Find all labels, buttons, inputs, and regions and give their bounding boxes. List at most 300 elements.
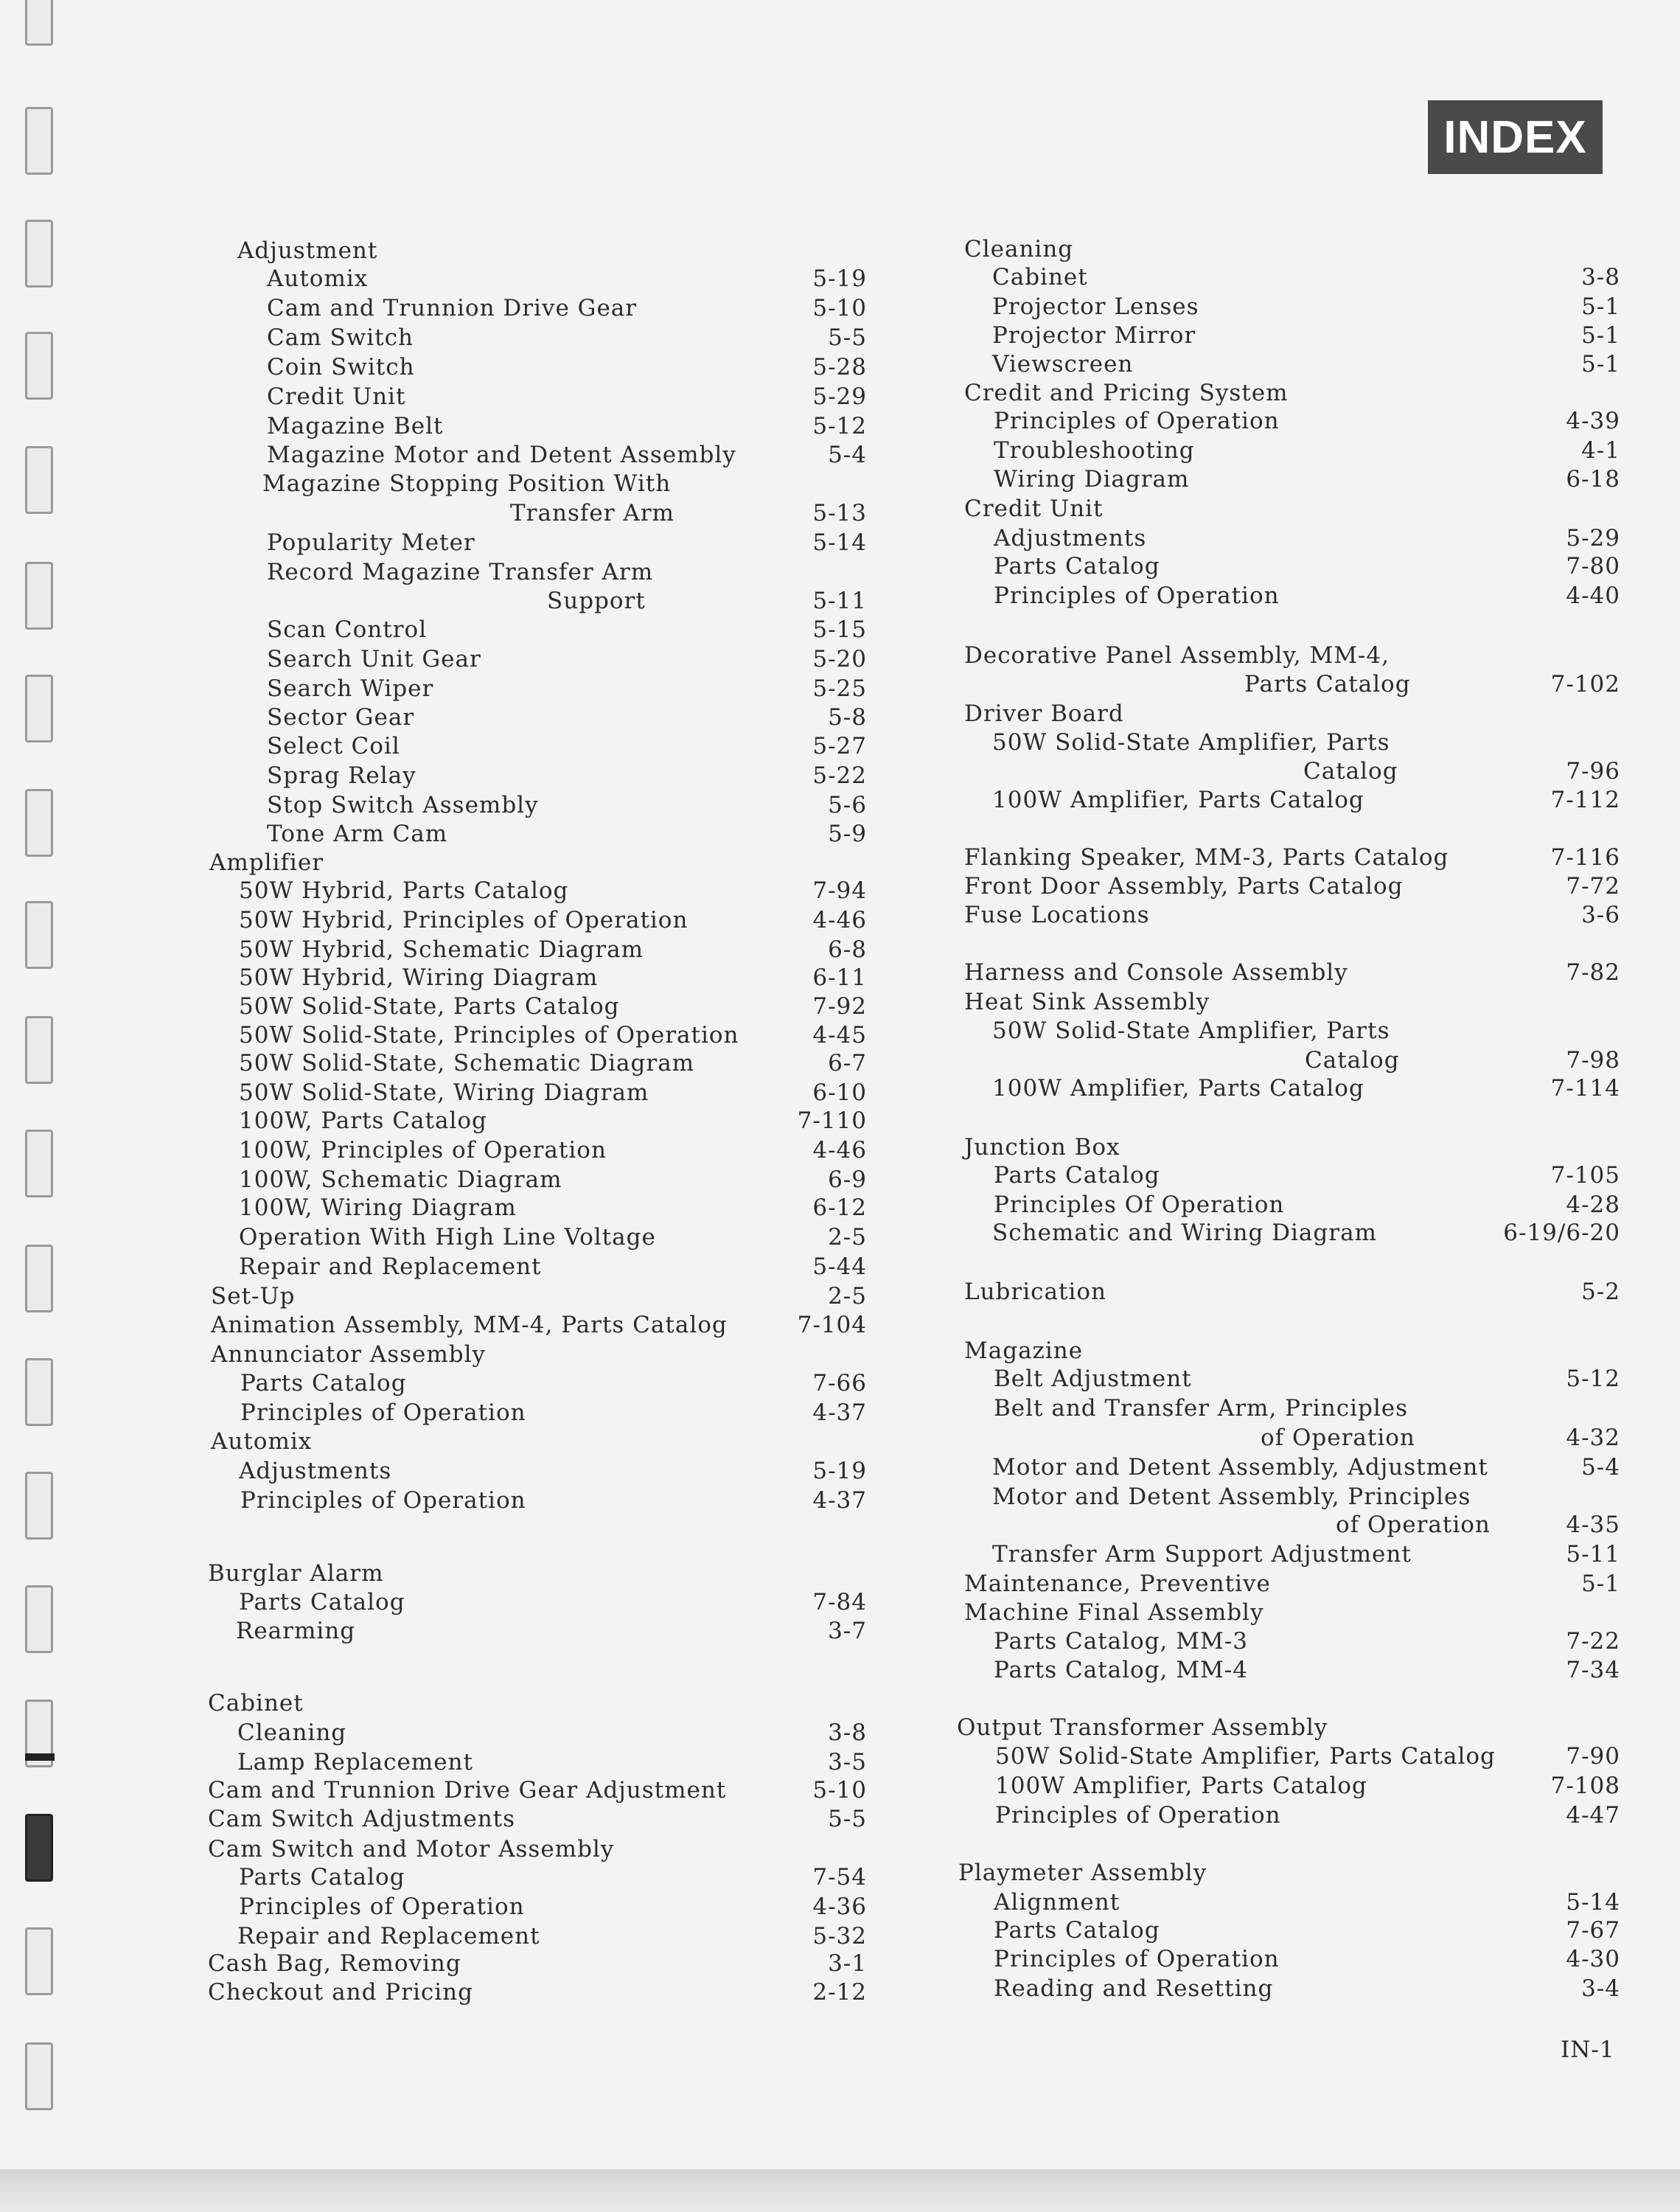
index-entry bbox=[208, 1718, 871, 1747]
index-entry-page: 7-104 bbox=[797, 1312, 867, 1338]
index-entry-page: 6-10 bbox=[812, 1079, 867, 1106]
index-entry-term: Credit and Pricing System bbox=[964, 380, 1289, 406]
index-entry-page: 6-12 bbox=[812, 1194, 867, 1221]
index-entry-term: Parts Catalog bbox=[994, 553, 1160, 580]
index-entry-term: Operation With High Line Voltage bbox=[239, 1224, 656, 1251]
index-entry-term: Parts Catalog bbox=[1244, 671, 1411, 698]
index-entry-term: Cleaning bbox=[964, 236, 1074, 262]
index-entry-term: Harness and Console Assembly bbox=[964, 959, 1348, 986]
index-entry-term: Transfer Arm Support Adjustment bbox=[992, 1541, 1412, 1568]
index-entry-page: 5-11 bbox=[812, 588, 867, 614]
index-entry bbox=[208, 1834, 871, 1864]
index-entry-page: 7-80 bbox=[1566, 553, 1620, 580]
index-entry-page: 4-1 bbox=[1581, 437, 1620, 464]
index-entry bbox=[957, 552, 1620, 581]
index-entry-term: Fuse Locations bbox=[964, 902, 1150, 928]
index-entry-term: Front Door Assembly, Parts Catalog bbox=[964, 873, 1404, 900]
index-entry-term: 100W Amplifier, Parts Catalog bbox=[992, 787, 1364, 813]
index-entry-page: 3-8 bbox=[1581, 264, 1620, 291]
index-entry bbox=[208, 1863, 871, 1892]
index-entry-page: 5-9 bbox=[828, 821, 867, 847]
index-entry bbox=[208, 440, 871, 470]
index-entry bbox=[957, 1510, 1620, 1540]
index-entry-page: 7-66 bbox=[812, 1370, 867, 1397]
index-entry-term: Popularity Meter bbox=[267, 529, 475, 556]
index-entry-page: 5-19 bbox=[812, 265, 867, 292]
index-entry-page: 7-34 bbox=[1566, 1657, 1620, 1683]
index-entry bbox=[208, 1106, 871, 1135]
index-entry bbox=[208, 382, 871, 411]
index-entry-page: 7-102 bbox=[1550, 671, 1620, 698]
index-entry-term: of Operation bbox=[1261, 1425, 1415, 1451]
index-entry bbox=[208, 1135, 871, 1165]
index-entry-page: 6-9 bbox=[828, 1166, 867, 1193]
index-entry bbox=[957, 465, 1620, 494]
index-entry-term: Flanking Speaker, MM-3, Parts Catalog bbox=[964, 844, 1449, 871]
index-entry-term: Principles of Operation bbox=[239, 1893, 525, 1920]
index-entry bbox=[957, 669, 1620, 699]
index-entry-page: 5-27 bbox=[812, 733, 867, 759]
index-entry-page: 4-46 bbox=[812, 1137, 867, 1164]
index-entry-term: Repair and Replacement bbox=[239, 1253, 542, 1280]
index-entry-page: 5-1 bbox=[1581, 351, 1620, 378]
index-entry bbox=[957, 436, 1620, 465]
index-entry bbox=[957, 1713, 1620, 1742]
index-entry bbox=[208, 761, 871, 790]
index-entry-page: 5-1 bbox=[1581, 293, 1620, 320]
index-entry bbox=[208, 731, 871, 761]
index-entry-page: 4-35 bbox=[1566, 1512, 1620, 1538]
index-entry-term: Automix bbox=[211, 1428, 313, 1455]
index-entry-term: Scan Control bbox=[267, 616, 428, 643]
index-entry bbox=[957, 987, 1620, 1017]
index-entry bbox=[208, 992, 871, 1021]
index-entry-term: Cam Switch Adjustments bbox=[208, 1806, 516, 1832]
index-entry-page: 4-46 bbox=[812, 907, 867, 933]
index-entry-page: 5-25 bbox=[812, 675, 867, 702]
index-entry-page: 7-67 bbox=[1566, 1917, 1620, 1944]
index-entry-term: Rearming bbox=[236, 1618, 356, 1644]
index-entry-page: 3-6 bbox=[1581, 902, 1620, 928]
index-entry-page: 5-32 bbox=[812, 1923, 867, 1950]
index-entry-page: 5-4 bbox=[828, 442, 867, 468]
index-entry-page: 4-47 bbox=[1566, 1802, 1620, 1829]
index-entry-page: 3-1 bbox=[828, 1950, 867, 1977]
index-entry bbox=[957, 406, 1620, 436]
index-entry bbox=[208, 352, 871, 382]
index-entry-term: Cam and Trunnion Drive Gear Adjustment bbox=[208, 1777, 727, 1804]
index-entry-page: 5-5 bbox=[828, 324, 867, 351]
index-entry-page: 5-2 bbox=[1581, 1279, 1620, 1305]
binder-mark bbox=[25, 1753, 55, 1761]
index-entry-term: 50W Solid-State Amplifier, Parts bbox=[992, 729, 1390, 756]
index-entry-term: 50W Hybrid, Principles of Operation bbox=[239, 907, 689, 933]
binder-hole bbox=[25, 562, 53, 630]
index-entry-term: Parts Catalog bbox=[239, 1864, 405, 1891]
index-entry-page: 6-8 bbox=[828, 936, 867, 963]
index-entry-term: Record Magazine Transfer Arm bbox=[267, 559, 654, 585]
index-entry-term: Annunciator Assembly bbox=[211, 1341, 487, 1368]
index-entry-page: 2-5 bbox=[828, 1283, 867, 1310]
index-entry bbox=[208, 674, 871, 703]
index-entry-page: 7-92 bbox=[812, 993, 867, 1020]
index-entry bbox=[957, 1336, 1620, 1366]
index-entry bbox=[208, 557, 871, 587]
binder-hole bbox=[25, 1245, 53, 1312]
index-entry bbox=[957, 1888, 1620, 1917]
index-entry-page: 5-8 bbox=[828, 704, 867, 731]
index-entry bbox=[957, 699, 1620, 728]
index-entry bbox=[957, 581, 1620, 611]
binder-hole bbox=[25, 446, 53, 514]
index-entry-term: Catalog bbox=[1303, 758, 1398, 785]
index-entry-page: 6-18 bbox=[1566, 466, 1620, 493]
index-entry bbox=[208, 323, 871, 352]
index-entry-page: 4-32 bbox=[1566, 1425, 1620, 1451]
index-entry-page: 7-90 bbox=[1566, 1743, 1620, 1770]
index-entry-term: Amplifier bbox=[209, 849, 324, 876]
index-entry-term: Cleaning bbox=[237, 1719, 347, 1746]
index-entry bbox=[957, 1046, 1620, 1075]
binder-hole bbox=[25, 2042, 53, 2110]
index-entry-page: 5-29 bbox=[812, 383, 867, 410]
index-entry bbox=[957, 1944, 1620, 1974]
index-entry-term: Support bbox=[547, 588, 646, 614]
index-entry-term: 50W Hybrid, Schematic Diagram bbox=[239, 936, 644, 963]
index-entry bbox=[208, 1020, 871, 1050]
index-entry bbox=[957, 1771, 1620, 1801]
index-entry-term: 50W Solid-State, Schematic Diagram bbox=[239, 1050, 695, 1077]
index-entry bbox=[957, 1655, 1620, 1685]
index-entry bbox=[208, 1310, 871, 1340]
index-entry-term: of Operation bbox=[1336, 1512, 1491, 1538]
index-entry-page: 5-14 bbox=[812, 529, 867, 556]
binder-hole bbox=[25, 107, 53, 175]
index-entry bbox=[208, 1368, 871, 1398]
index-entry-term: Burglar Alarm bbox=[208, 1560, 384, 1587]
index-entry-term: Search Wiper bbox=[267, 675, 434, 702]
index-entry bbox=[957, 349, 1620, 379]
index-entry-term: Playmeter Assembly bbox=[958, 1860, 1207, 1886]
index-entry bbox=[208, 790, 871, 820]
index-entry-term: Parts Catalog bbox=[240, 1370, 407, 1397]
index-entry-term: Sector Gear bbox=[267, 704, 415, 731]
index-entry bbox=[208, 528, 871, 557]
index-entry-term: Checkout and Pricing bbox=[208, 1979, 473, 2006]
index-entry bbox=[957, 1482, 1620, 1512]
index-entry-page: 7-108 bbox=[1550, 1773, 1620, 1799]
index-entry-page: 4-45 bbox=[812, 1022, 867, 1048]
index-entry-page: 5-12 bbox=[1566, 1366, 1620, 1392]
index-entry-term: Coin Switch bbox=[267, 354, 415, 380]
index-entry-page: 5-10 bbox=[812, 1777, 867, 1804]
index-entry-page: 3-5 bbox=[828, 1749, 867, 1775]
index-entry-page: 4-39 bbox=[1566, 408, 1620, 434]
index-entry bbox=[957, 1161, 1620, 1190]
index-entry-page: 4-40 bbox=[1566, 582, 1620, 609]
index-entry bbox=[208, 586, 871, 616]
index-entry-term: Lamp Replacement bbox=[237, 1749, 473, 1775]
index-entry bbox=[208, 1688, 871, 1718]
index-entry bbox=[208, 1456, 871, 1486]
index-entry bbox=[208, 963, 871, 992]
binder-hole bbox=[25, 1130, 53, 1197]
index-entry bbox=[208, 1427, 871, 1456]
index-entry-term: Lubrication bbox=[964, 1279, 1106, 1305]
index-entry bbox=[957, 1858, 1620, 1888]
index-entry bbox=[208, 935, 871, 964]
index-entry-term: Troubleshooting bbox=[994, 437, 1195, 464]
index-entry-term: Set-Up bbox=[211, 1283, 296, 1310]
index-entry-page: 5-14 bbox=[1566, 1889, 1620, 1916]
index-entry-page: 5-5 bbox=[828, 1806, 867, 1832]
index-entry-term: 50W Solid-State, Principles of Operation bbox=[239, 1022, 739, 1048]
index-entry bbox=[208, 1587, 871, 1617]
index-entry-page: 5-22 bbox=[812, 762, 867, 789]
index-entry-page: 3-8 bbox=[828, 1719, 867, 1746]
index-entry-term: Principles Of Operation bbox=[994, 1192, 1285, 1218]
index-entry-term: Animation Assembly, MM-4, Parts Catalog bbox=[211, 1312, 728, 1338]
index-entry-term: Cash Bag, Removing bbox=[208, 1950, 461, 1977]
index-entry-term: Decorative Panel Assembly, MM-4, bbox=[964, 642, 1390, 669]
page-edge bbox=[0, 2169, 1680, 2212]
index-entry-term: Motor and Detent Assembly, Principles bbox=[992, 1484, 1471, 1510]
index-entry bbox=[957, 1190, 1620, 1220]
index-entry-term: Wiring Diagram bbox=[994, 466, 1190, 493]
index-entry-term: Alignment bbox=[994, 1889, 1120, 1916]
index-entry bbox=[208, 1804, 871, 1834]
index-entry-term: Reading and Resetting bbox=[994, 1975, 1274, 2002]
index-entry-page: 7-94 bbox=[812, 877, 867, 904]
index-entry-term: Parts Catalog bbox=[994, 1917, 1160, 1944]
index-entry-page: 5-13 bbox=[812, 500, 867, 526]
page-number: IN-1 bbox=[1561, 2037, 1615, 2063]
index-entry-term: Parts Catalog, MM-3 bbox=[994, 1628, 1248, 1655]
index-entry bbox=[957, 1016, 1620, 1046]
index-entry-term: 100W, Parts Catalog bbox=[239, 1107, 487, 1134]
index-entry-term: Schematic and Wiring Diagram bbox=[992, 1220, 1377, 1246]
binder-hole bbox=[25, 1814, 53, 1882]
index-entry-term: 50W Solid-State, Parts Catalog bbox=[239, 993, 620, 1020]
index-entry-term: 50W Solid-State, Wiring Diagram bbox=[239, 1079, 649, 1106]
index-entry-term: Output Transformer Assembly bbox=[957, 1714, 1328, 1741]
index-entry bbox=[208, 264, 871, 293]
index-entry-term: Principles of Operation bbox=[994, 408, 1280, 434]
index-entry-page: 4-28 bbox=[1566, 1192, 1620, 1218]
index-entry bbox=[957, 1916, 1620, 1945]
binder-holes bbox=[0, 0, 66, 2169]
index-entry bbox=[208, 848, 871, 877]
index-entry bbox=[957, 641, 1620, 670]
index-entry-term: Magazine Motor and Detent Assembly bbox=[267, 442, 736, 468]
index-entry-page: 5-19 bbox=[812, 1458, 867, 1484]
index-entry-page: 3-7 bbox=[828, 1618, 867, 1644]
index-entry-term: Catalog bbox=[1305, 1047, 1400, 1074]
index-entry-page: 7-98 bbox=[1566, 1047, 1620, 1074]
index-entry-term: Automix bbox=[267, 265, 369, 292]
index-entry-term: Adjustments bbox=[239, 1458, 392, 1484]
binder-hole bbox=[25, 220, 53, 288]
index-entry-page: 5-10 bbox=[812, 295, 867, 321]
index-entry-page: 5-28 bbox=[812, 354, 867, 380]
index-entry-term: Parts Catalog bbox=[239, 1589, 405, 1615]
index-entry-term: Cam and Trunnion Drive Gear bbox=[267, 295, 638, 321]
index-entry-term: Motor and Detent Assembly, Adjustment bbox=[992, 1454, 1488, 1481]
index-entry bbox=[208, 1222, 871, 1252]
index-entry bbox=[208, 1616, 871, 1646]
index-entry-term: 50W Solid-State Amplifier, Parts bbox=[992, 1018, 1390, 1044]
index-entry-page: 5-29 bbox=[1566, 525, 1620, 552]
index-entry-page: 5-20 bbox=[812, 646, 867, 672]
index-entry-page: 5-4 bbox=[1581, 1454, 1620, 1481]
index-entry-page: 7-116 bbox=[1550, 844, 1620, 871]
index-entry bbox=[957, 292, 1620, 321]
index-entry bbox=[208, 498, 871, 528]
index-entry bbox=[208, 1892, 871, 1921]
index-entry-term: 50W Solid-State Amplifier, Parts Catalog bbox=[995, 1743, 1496, 1770]
index-entry-term: 100W Amplifier, Parts Catalog bbox=[995, 1773, 1367, 1799]
index-entry bbox=[957, 1569, 1620, 1599]
index-entry-term: 100W, Schematic Diagram bbox=[239, 1166, 562, 1193]
index-entry-term: Viewscreen bbox=[992, 351, 1134, 378]
index-entry bbox=[957, 378, 1620, 408]
index-entry-page: 7-112 bbox=[1550, 787, 1620, 813]
index-entry-page: 7-84 bbox=[812, 1589, 867, 1615]
index-entry-page: 3-4 bbox=[1581, 1975, 1620, 2002]
index-tab-label: INDEX bbox=[1443, 111, 1587, 163]
binder-hole bbox=[25, 0, 53, 46]
index-entry-page: 7-72 bbox=[1566, 873, 1620, 900]
index-entry-page: 5-11 bbox=[1566, 1541, 1620, 1568]
index-entry bbox=[957, 1277, 1620, 1307]
index-entry bbox=[208, 1559, 871, 1588]
index-tab bbox=[1428, 100, 1603, 174]
index-entry bbox=[957, 1394, 1620, 1423]
index-entry bbox=[208, 1078, 871, 1107]
index-entry bbox=[957, 524, 1620, 553]
index-entry bbox=[208, 1398, 871, 1427]
index-entry-term: Sprag Relay bbox=[267, 762, 416, 789]
index-entry-page: 7-110 bbox=[797, 1107, 867, 1134]
index-entry bbox=[957, 1974, 1620, 2003]
index-entry bbox=[957, 262, 1620, 292]
index-entry bbox=[208, 1921, 871, 1951]
index-entry bbox=[957, 321, 1620, 350]
index-entry-page: 2-12 bbox=[812, 1979, 867, 2006]
index-entry bbox=[208, 1978, 871, 2007]
index-entry-term: Maintenance, Preventive bbox=[964, 1571, 1271, 1597]
index-entry-page: 7-22 bbox=[1566, 1628, 1620, 1655]
index-entry bbox=[208, 1747, 871, 1777]
index-entry-page: 5-6 bbox=[828, 792, 867, 818]
index-entry-page: 7-96 bbox=[1566, 758, 1620, 785]
index-entry-term: Belt Adjustment bbox=[994, 1366, 1192, 1392]
index-entry bbox=[208, 1340, 871, 1369]
index-entry-term: Driver Board bbox=[964, 700, 1124, 727]
index-entry-term: Select Coil bbox=[267, 733, 400, 759]
index-entry-term: Principles of Operation bbox=[995, 1802, 1281, 1829]
index-entry-page: 5-44 bbox=[812, 1253, 867, 1280]
index-entry-term: Junction Box bbox=[964, 1134, 1120, 1161]
index-entry bbox=[957, 900, 1620, 930]
index-entry-page: 6-11 bbox=[812, 964, 867, 991]
index-entry-page: 7-114 bbox=[1550, 1075, 1620, 1102]
index-entry bbox=[208, 644, 871, 674]
index-entry bbox=[208, 236, 871, 265]
index-entry bbox=[957, 1423, 1620, 1453]
index-entry-page: 4-30 bbox=[1566, 1946, 1620, 1972]
binder-hole bbox=[25, 1358, 53, 1426]
index-entry-term: Adjustments bbox=[994, 525, 1147, 552]
index-entry-page: 7-54 bbox=[812, 1864, 867, 1891]
index-entry-page: 5-1 bbox=[1581, 1571, 1620, 1597]
index-entry-term: Parts Catalog bbox=[994, 1162, 1160, 1189]
index-entry-page: 4-36 bbox=[812, 1893, 867, 1920]
index-entry bbox=[208, 1775, 871, 1805]
index-entry-term: Principles of Operation bbox=[240, 1487, 526, 1514]
index-entry bbox=[957, 1453, 1620, 1482]
index-entry-page: 4-37 bbox=[812, 1399, 867, 1426]
index-entry bbox=[208, 1165, 871, 1194]
index-entry bbox=[208, 411, 871, 441]
index-entry bbox=[957, 1218, 1620, 1248]
index-entry-page: 6-19/6-20 bbox=[1503, 1220, 1620, 1246]
binder-hole bbox=[25, 1927, 53, 1995]
index-entry bbox=[957, 1364, 1620, 1394]
index-entry-term: Credit Unit bbox=[964, 495, 1104, 522]
index-entry bbox=[957, 757, 1620, 786]
index-entry-page: 6-7 bbox=[828, 1050, 867, 1077]
index-entry bbox=[208, 615, 871, 644]
binder-hole bbox=[25, 1472, 53, 1540]
index-entry-term: 50W Hybrid, Parts Catalog bbox=[239, 877, 569, 904]
index-entry-term: Principles of Operation bbox=[994, 1946, 1280, 1972]
index-entry bbox=[208, 1193, 871, 1222]
index-entry bbox=[957, 234, 1620, 264]
index-entry bbox=[957, 1074, 1620, 1103]
index-entry bbox=[957, 1627, 1620, 1656]
index-entry-term: Search Unit Gear bbox=[267, 646, 481, 672]
index-entry bbox=[957, 785, 1620, 815]
index-entry-term: Adjustment bbox=[237, 237, 378, 264]
index-entry-term: Belt and Transfer Arm, Principles bbox=[994, 1395, 1408, 1422]
index-entry bbox=[957, 843, 1620, 872]
index-entry bbox=[208, 1949, 871, 1978]
binder-hole bbox=[25, 789, 53, 857]
index-entry-term: Transfer Arm bbox=[510, 500, 675, 526]
index-entry-term: Machine Final Assembly bbox=[964, 1599, 1264, 1626]
index-entry-page: 2-5 bbox=[828, 1224, 867, 1251]
index-entry bbox=[957, 1540, 1620, 1569]
index-entry-term: Credit Unit bbox=[267, 383, 406, 410]
index-entry bbox=[208, 1281, 871, 1311]
index-entry-term: Principles of Operation bbox=[240, 1399, 526, 1426]
index-entry-term: Heat Sink Assembly bbox=[964, 989, 1210, 1015]
index-entry bbox=[208, 819, 871, 849]
index-entry-page: 5-15 bbox=[812, 616, 867, 643]
index-entry bbox=[957, 1801, 1620, 1830]
index-entry-page: 7-105 bbox=[1550, 1162, 1620, 1189]
binder-hole bbox=[25, 901, 53, 969]
index-entry-page: 4-37 bbox=[812, 1487, 867, 1514]
index-entry-term: Repair and Replacement bbox=[237, 1923, 540, 1950]
index-entry-term: Stop Switch Assembly bbox=[267, 792, 539, 818]
index-entry-term: Principles of Operation bbox=[994, 582, 1280, 609]
binder-hole bbox=[25, 332, 53, 400]
index-entry-term: Parts Catalog, MM-4 bbox=[994, 1657, 1248, 1683]
index-entry bbox=[208, 1486, 871, 1515]
index-entry-term: Cabinet bbox=[992, 264, 1088, 291]
